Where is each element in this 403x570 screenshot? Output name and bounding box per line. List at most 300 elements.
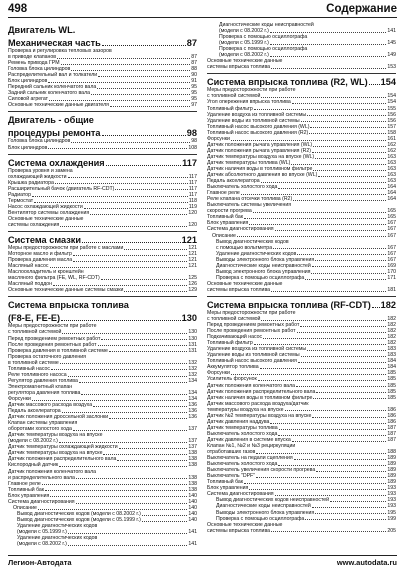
toc-entry-title: Система впрыска топлива (RF-CDT) — [207, 299, 371, 310]
toc-entry-title: системы впрыска топлива — [207, 64, 271, 71]
dot-leader — [261, 182, 387, 183]
toc-entry-title: Реле клапана отсечки топлива (R2) — [207, 196, 293, 203]
toc-entry-title: Система диагностирования — [207, 226, 274, 233]
dot-leader — [313, 398, 386, 399]
dot-leader — [310, 127, 386, 128]
dot-leader — [61, 320, 181, 321]
toc-entry-title: Топливный бак — [8, 486, 45, 493]
dot-leader — [244, 483, 386, 484]
dot-leader — [254, 109, 387, 110]
toc-entry-title: Топливный фильтр — [207, 105, 253, 112]
toc-page-number: 184 — [387, 358, 396, 365]
toc-entry-title: Вывод диагностических кодов — [216, 238, 289, 245]
publisher-name: Легион-Автодата — [8, 558, 72, 567]
dot-leader — [254, 344, 387, 345]
toc-page-number: 87 — [191, 54, 197, 61]
dot-leader — [301, 121, 387, 122]
toc-entry-title: Датчик массового расхода воздуха/датчик — [207, 400, 309, 407]
dot-leader — [48, 148, 187, 149]
toc-entry-title: Датчик положения распределительного вала — [8, 456, 117, 463]
dot-leader — [124, 249, 187, 250]
toc-entry-title: с топливной системой — [207, 316, 261, 323]
toc-entry-title: охлаждающей жидкости — [8, 173, 67, 180]
toc-page-number: 163 — [387, 165, 396, 172]
toc-entry-title: Вывод диагностических кодов неисправностей — [216, 497, 330, 504]
dot-leader — [71, 142, 190, 143]
dot-leader — [315, 260, 386, 261]
toc-entry-title: Датчик наличия воды в топливном фильтре — [207, 165, 313, 172]
dot-leader — [298, 362, 387, 363]
dot-leader — [32, 196, 188, 197]
toc-page-number: 167 — [387, 256, 396, 263]
dot-leader — [82, 242, 181, 243]
toc-entry-title: Проверка с помощью осциллографа — [219, 34, 308, 41]
toc-entry-title: Топливный бак — [207, 214, 244, 221]
toc-page-number: 185 — [387, 370, 396, 377]
dot-leader — [103, 454, 187, 455]
dot-leader — [49, 100, 190, 101]
dot-leader — [261, 320, 386, 321]
toc-entry-title: Угол опережения впрыска топлива — [207, 99, 291, 106]
toc-page-number: 138 — [188, 456, 197, 463]
dot-leader — [275, 495, 387, 496]
toc-entry-title: Перед проведением ремонтных работ — [8, 335, 101, 342]
toc-page-number: 95 — [191, 84, 197, 91]
toc-entry-title: Форсунки — [207, 135, 230, 142]
toc-entry-title: Удаление воды из топливной системы — [207, 117, 300, 124]
toc-entry-title: Датчик температуры топлива — [207, 424, 278, 431]
toc-page-number: 167 — [387, 244, 396, 251]
toc-page-number: 87 — [191, 60, 197, 67]
toc-entry-title: Датчик температуры топлива (WL) — [207, 159, 291, 166]
toc-entry-title: Клапан системы управления — [8, 420, 78, 427]
toc-page-number: 138 — [188, 450, 197, 457]
toc-page-number: 163 — [387, 153, 396, 160]
dot-leader — [48, 82, 190, 83]
toc-entry-title: Система смазки — [8, 235, 82, 246]
toc-page-number: 182 — [380, 299, 396, 310]
toc-entry-title: Топливный насос высокого давления — [207, 358, 297, 365]
toc-entry-title: Топливный фильтр — [207, 340, 253, 347]
toc-page-number: 189 — [387, 467, 396, 474]
toc-page-number: 167 — [387, 250, 396, 257]
dot-leader — [59, 442, 188, 443]
toc-page-number: 90 — [191, 72, 197, 79]
dot-leader — [244, 218, 386, 219]
dot-leader — [275, 230, 387, 231]
toc-entry-title: с топливной системой — [207, 93, 261, 100]
dot-leader — [93, 406, 187, 407]
toc-page-number: 182 — [387, 328, 396, 335]
toc-entry-title: Выключатель "DPF" — [207, 473, 256, 480]
toc-page-number: 157 — [387, 123, 396, 130]
dot-leader — [91, 94, 190, 95]
dot-leader — [315, 158, 386, 159]
dot-leader — [73, 430, 187, 431]
toc-page-number: 98 — [186, 128, 197, 139]
page-number: 498 — [8, 3, 28, 15]
toc-entry-title: Выключатель на педали сцепления — [207, 455, 293, 462]
publisher-site: www.autodata.ru — [336, 558, 397, 567]
toc-entry-title: Меры предосторожности при работе — [207, 309, 296, 316]
dot-leader — [50, 267, 188, 268]
dot-leader — [316, 471, 386, 472]
toc-page-number: 185 — [387, 376, 396, 383]
toc-entry-title: Электромагнитный клапан — [8, 383, 73, 390]
toc-entry-title: Перед проведением ремонтных работ — [207, 322, 300, 329]
toc-entry-title: Распределительный вал и толкатели — [8, 72, 98, 79]
toc-entry-title: Датчик абсолютного давления во впуске (WL) — [207, 172, 318, 179]
toc-page-number: 125 — [188, 275, 197, 282]
toc-entry — [8, 287, 197, 293]
toc-page-number: 163 — [387, 159, 396, 166]
dot-leader — [270, 44, 387, 45]
dot-leader — [293, 200, 386, 201]
toc-entry-title: с помощью вольтметра — [216, 244, 273, 251]
dot-leader — [297, 254, 386, 255]
toc-entry-title: Выключатель холостого хода — [207, 184, 278, 191]
toc-page-number: 193 — [387, 485, 396, 492]
dot-leader — [119, 448, 188, 449]
dot-leader — [142, 521, 187, 522]
toc-entry-title: Крышка радиатора — [8, 179, 54, 186]
dot-leader — [32, 400, 187, 401]
dot-leader — [76, 478, 187, 479]
toc-section-heading — [8, 313, 197, 323]
toc-entry-title: Система охлаждения — [8, 157, 105, 168]
toc-entry-title: Форсунки — [8, 395, 31, 402]
dot-leader — [296, 386, 386, 387]
toc-entry-title: Выключатель холостого хода — [207, 430, 278, 437]
page-header — [8, 3, 397, 18]
dot-leader — [313, 170, 386, 171]
toc-page-number: 205 — [387, 527, 396, 534]
dot-leader — [300, 326, 386, 327]
toc-entry-title: (модели с 08.2002 г.) — [8, 438, 58, 445]
toc-entry-title: Диагностические коды неисправностей — [219, 22, 314, 28]
dot-leader — [249, 489, 386, 490]
toc-entry-title: Масляный поддон — [8, 281, 53, 288]
toc-entry-title: в топливной системе — [8, 359, 59, 366]
dot-leader — [273, 248, 386, 249]
toc-entry-title: системы впрыска топлива — [207, 527, 271, 534]
toc-page-number: 189 — [387, 479, 396, 486]
toc-page-number: 164 — [387, 196, 396, 203]
toc-entry-title: Удаление воды из топливной системы — [207, 352, 300, 359]
dot-leader — [256, 453, 386, 454]
toc-page-number: 137 — [188, 444, 197, 451]
dot-leader — [294, 459, 387, 460]
toc-entry-title: Маслоохладитель и кронштейн — [8, 269, 84, 276]
toc-entry-title: (модели с 08.2002 г.) — [219, 52, 269, 59]
toc-page-number: 138 — [188, 462, 197, 469]
toc-page-number: 165 — [387, 208, 396, 215]
toc-page-number: 132 — [188, 371, 197, 378]
toc-page-number: 195 — [387, 509, 396, 516]
toc-page-number: 97 — [191, 102, 197, 109]
dot-leader — [307, 350, 386, 351]
toc-entry-title: Головка блока цилиндров — [8, 66, 71, 73]
toc-page-number: 187 — [387, 436, 396, 443]
toc-entry-title: температуры воздуха на впуске — [207, 406, 284, 413]
dot-leader — [369, 84, 380, 85]
dot-leader — [291, 164, 386, 165]
toc-entry-title: Проверка с помощью осциллографа — [216, 515, 305, 522]
toc-entry-title: Датчик массового расхода воздуха — [8, 402, 93, 409]
toc-page-number: 136 — [188, 402, 197, 409]
toc-page-number: 117 — [188, 185, 197, 192]
toc-page-number: 153 — [387, 64, 396, 71]
dot-leader — [34, 202, 188, 203]
toc-entry-title: Клапан №1, №2 и №3 рециркуляции — [207, 443, 296, 449]
toc-page-number: 189 — [387, 461, 396, 468]
dot-leader — [237, 236, 386, 237]
dot-leader — [297, 332, 387, 333]
toc-page-number: 184 — [387, 364, 396, 371]
dot-leader — [312, 152, 386, 153]
toc-entry-title: отработавших газов — [207, 449, 256, 456]
toc-entry-title: (модели с 08.2002 г.) — [17, 541, 67, 548]
toc-page-number: 140 — [188, 504, 197, 511]
toc-entry-title: Датчик наличия воды в топливном фильтре — [207, 394, 313, 401]
toc-page-number: 132 — [188, 365, 197, 372]
dot-leader — [309, 133, 386, 134]
toc-entry-title: Основные технические данные — [207, 58, 283, 65]
toc-entry-title: Проверка давления в топливной системе — [8, 347, 108, 354]
toc-page-number: 141 — [188, 541, 197, 548]
toc-page-number: 154 — [387, 99, 396, 106]
toc-section-heading — [8, 154, 197, 168]
toc-entry-title: масляного фильтра (FE, WL, RF-CDT) — [8, 275, 100, 282]
toc-page-number: 117 — [188, 173, 197, 180]
toc-entry-title: Топливный бак — [207, 479, 244, 486]
toc-entry-title: Меры предосторожности при работе — [207, 87, 296, 94]
toc-entry-title: Вентилятор системы охлаждения — [8, 209, 90, 216]
dot-leader — [142, 515, 187, 516]
dot-leader — [97, 88, 190, 89]
dot-leader — [316, 392, 386, 393]
dot-leader — [81, 394, 187, 395]
toc-entry-title: Головка блока цилиндров — [8, 138, 71, 145]
toc-entry-title: скорости прогрева — [207, 208, 252, 215]
toc-page-number: 163 — [387, 178, 396, 185]
dot-leader — [59, 466, 187, 467]
toc-page-number: 136 — [188, 414, 197, 421]
toc-entry-title: Описание — [212, 232, 236, 239]
toc-entry-title: После проведения ремонтных работ — [8, 341, 97, 348]
toc-entry-title: Датчик положения коленчатого вала — [8, 468, 96, 475]
dot-leader — [68, 177, 188, 178]
toc-entry-title: Датчик положения рычага управления (WL) — [207, 141, 313, 148]
toc-entry-title: Основные технические данные двигателя — [8, 102, 109, 109]
toc-entry — [8, 145, 197, 151]
toc-entry-title: Проверка давления масла — [8, 257, 73, 264]
toc-page-number: 164 — [387, 190, 396, 197]
toc-page-number: 98 — [191, 138, 197, 145]
toc-entry-title: Блок цилиндров — [8, 78, 48, 85]
dot-leader — [102, 135, 186, 136]
toc-entry-title: регулятора давления топлива — [8, 389, 81, 396]
toc-entry-title: (F8-E, FE-E) — [8, 313, 61, 324]
toc-page-number: 134 — [188, 389, 197, 396]
toc-page-number: 170 — [387, 268, 396, 275]
page-footer — [8, 555, 397, 568]
dot-leader — [372, 307, 380, 308]
toc-page-number: 140 — [188, 516, 197, 523]
toc-page-number: 158 — [387, 129, 396, 136]
dot-leader — [313, 146, 386, 147]
toc-entry-title: Блок управления — [207, 485, 249, 492]
toc-entry-title: (модели с 05.1999 г.) — [219, 40, 269, 47]
toc-page-number: 140 — [188, 510, 197, 517]
dot-leader — [109, 418, 187, 419]
dot-leader — [312, 417, 386, 418]
dot-leader — [62, 412, 188, 413]
toc-entry-title: Усилитель форсунок — [207, 376, 257, 383]
toc-page-number: 187 — [387, 430, 396, 437]
dot-leader — [305, 279, 386, 280]
toc-page-number: 154 — [387, 93, 396, 100]
toc-entry-title: Выключатель системы увеличения — [207, 202, 292, 209]
dot-leader — [301, 356, 387, 357]
toc-entry-title: Топливный насос высокого давления (R2) — [207, 129, 309, 136]
toc-page-number: 91 — [191, 78, 197, 85]
dot-leader — [241, 194, 387, 195]
toc-entry — [207, 528, 396, 534]
toc-page-number: 188 — [387, 449, 396, 456]
toc-entry-title: Педаль акселератора — [8, 408, 61, 415]
toc-page-number: 121 — [188, 263, 197, 270]
toc-entry-title: После проведения ремонтных работ — [207, 328, 296, 335]
toc-page-number: 141 — [188, 529, 197, 535]
toc-entry-title: Меры предосторожности при работе — [8, 323, 97, 330]
dot-leader — [38, 509, 187, 510]
toc-page-number: 138 — [188, 486, 197, 493]
toc-entry-title: Датчик температуры воздуха на впуске (WL) — [207, 153, 315, 160]
dot-leader — [271, 68, 386, 69]
toc-page-number: 130 — [188, 329, 197, 336]
toc-entry-title: Аккумулятор топлива — [207, 364, 259, 371]
toc-entry-title: Насос охлаждающей жидкости — [8, 203, 83, 210]
toc-page-number: 140 — [188, 498, 197, 505]
dot-leader — [68, 376, 188, 377]
dot-leader — [73, 255, 187, 256]
dot-leader — [98, 345, 188, 346]
toc-entry-title: Моторное масло и фильтр — [8, 251, 72, 258]
toc-page-number: 162 — [387, 147, 396, 154]
toc-entry-title: Силовой агрегат — [8, 96, 49, 103]
toc-page-number: 167 — [387, 226, 396, 233]
toc-page-number: 165 — [387, 214, 396, 221]
toc-entry — [207, 287, 396, 293]
page-title: Содержание — [326, 3, 397, 15]
dot-leader — [60, 226, 187, 227]
toc-page-number: 182 — [387, 334, 396, 341]
toc-page-number: 156 — [387, 111, 396, 118]
dot-leader — [261, 97, 386, 98]
toc-entry-title: Радиатор — [8, 191, 31, 198]
dot-leader — [50, 496, 187, 497]
toc-entry-title: (модели с 08.2002 г.) — [219, 28, 269, 35]
dot-leader — [57, 58, 190, 59]
toc-entry-title: Основные технические данные — [207, 521, 283, 528]
toc-entry-title: Датчик давления наддува — [207, 418, 270, 425]
toc-page-number: 167 — [387, 220, 396, 227]
dot-leader — [62, 333, 187, 334]
dot-leader — [101, 279, 188, 280]
toc-entry-title: Проверка с помощью осциллографа — [219, 46, 308, 53]
toc-page-number: 199 — [387, 515, 396, 522]
toc-page-number: 162 — [387, 141, 396, 148]
toc-entry-title: Проверка остаточного давления — [8, 353, 86, 360]
dot-leader — [73, 261, 187, 262]
toc-page-number: 156 — [387, 117, 396, 124]
dot-leader — [312, 266, 387, 267]
toc-page-number: 132 — [188, 359, 197, 366]
toc-entry — [8, 222, 197, 228]
dot-leader — [115, 189, 187, 190]
dot-leader — [124, 291, 187, 292]
toc-entry-title: Блок управления — [8, 492, 50, 499]
toc-page-number: 149 — [387, 52, 396, 59]
toc-page-number: 163 — [387, 172, 396, 179]
toc-entry-title: Основные технические данные — [8, 215, 84, 222]
dot-leader — [68, 533, 188, 534]
dot-leader — [312, 507, 387, 508]
toc-section-heading — [8, 296, 197, 310]
toc-page-number: 134 — [188, 395, 197, 402]
toc-entry-title: Передний сальник коленчатого вала — [8, 84, 97, 91]
toc-entry-title: Двигатель WL. — [8, 25, 76, 35]
dot-leader — [278, 465, 386, 466]
toc-entry-title: Датчик положения распределительного вала — [207, 388, 316, 395]
toc-page-number: 95 — [191, 90, 197, 97]
toc-entry-title: Проверка и регулировка тепловых зазоров — [8, 48, 112, 54]
toc-entry-title: Термостат — [8, 197, 34, 204]
dot-leader — [110, 106, 190, 107]
dot-leader — [292, 441, 387, 442]
dot-leader — [271, 291, 386, 292]
toc-page-number: 154 — [380, 77, 396, 88]
toc-page-number: 182 — [387, 322, 396, 329]
toc-entry-title: Меры предосторожности при работе с маслами — [8, 245, 124, 252]
toc-page-number: 140 — [188, 492, 197, 499]
dot-leader — [109, 351, 187, 352]
toc-entry-title: оборотами холостого хода — [8, 426, 72, 433]
dot-leader — [90, 214, 187, 215]
toc-entry-title: Диагностические коды неисправностей — [216, 262, 311, 269]
toc-page-number: 193 — [387, 503, 396, 510]
dot-leader — [270, 32, 387, 33]
toc-page-number: 126 — [188, 281, 197, 288]
toc-entry-title: Главное реле — [8, 480, 41, 487]
toc-entry-title: Выводы электронного блока управления — [216, 509, 315, 516]
toc-entry-title: Расширительный бачок (двигатель RF-CDT) — [8, 185, 115, 192]
toc-column-left — [8, 22, 197, 547]
dot-leader — [106, 165, 182, 166]
toc-entry-title: Датчик температуры воздуха на впуске — [8, 450, 103, 457]
toc-section-heading — [8, 128, 197, 138]
dot-leader — [278, 435, 386, 436]
dot-leader — [231, 140, 386, 141]
dot-leader — [271, 531, 386, 532]
dot-leader — [231, 374, 386, 375]
toc-entry-title: с топливной системой — [8, 329, 62, 336]
dot-leader — [60, 363, 188, 364]
dot-leader — [315, 513, 386, 514]
toc-page-number: 119 — [188, 203, 197, 210]
dot-leader — [270, 56, 387, 57]
